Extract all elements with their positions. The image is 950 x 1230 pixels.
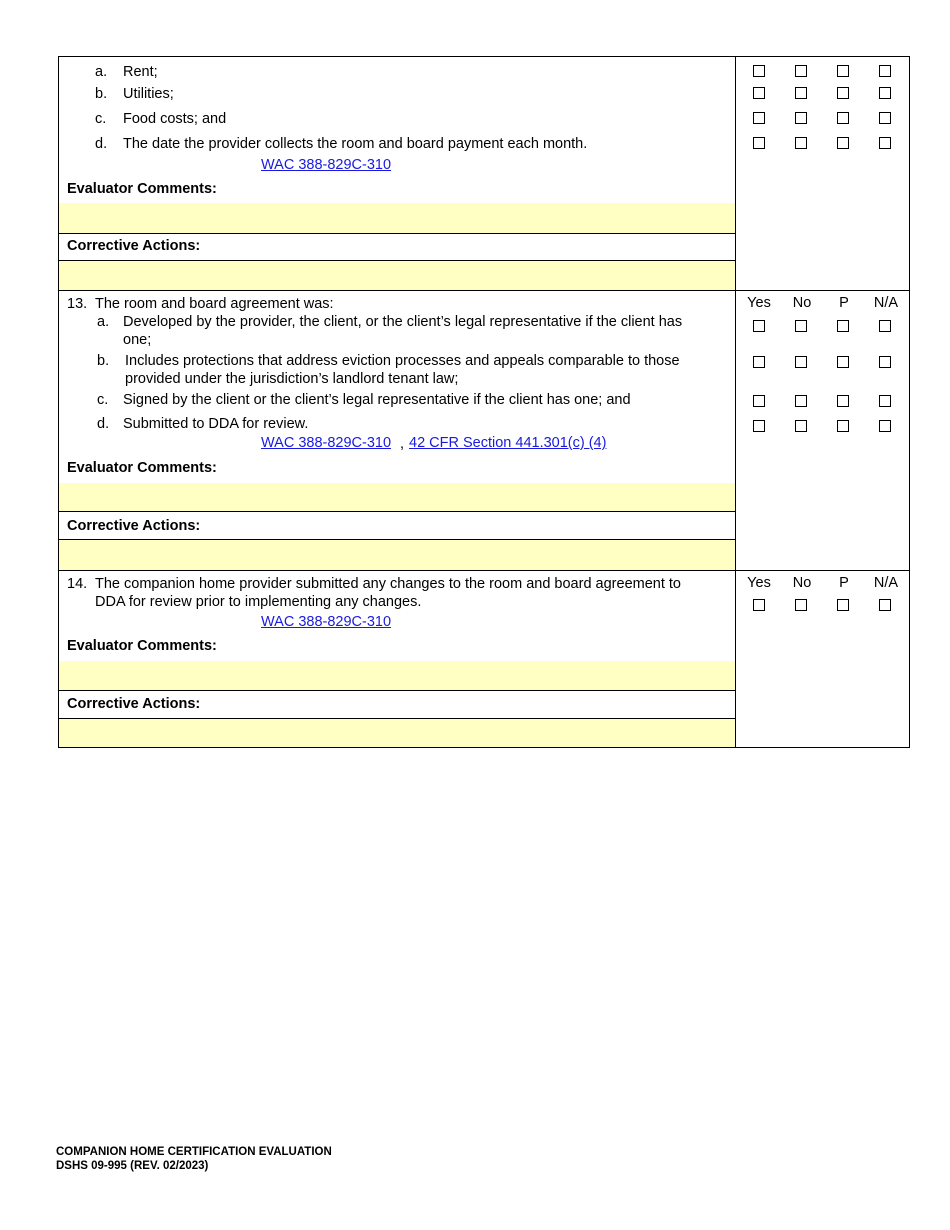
- section-14: [58, 570, 910, 748]
- item-letter: a.: [95, 64, 108, 80]
- corrective-actions-field[interactable]: [59, 540, 735, 570]
- checkbox-partial[interactable]: [837, 65, 849, 77]
- header-no: No: [792, 575, 812, 591]
- item-text: Includes protections that address eviction processes and appeals comparable to those: [125, 353, 680, 369]
- checkbox-no[interactable]: [795, 112, 807, 124]
- question-text: The companion home provider submitted any changes to the room and board agreement to: [95, 576, 681, 592]
- reference-separator: ,: [400, 436, 405, 452]
- item-text-continued: provided under the jurisdiction’s landlord tenant law;: [125, 371, 459, 387]
- wac-reference-link[interactable]: WAC 388-829C-310: [261, 614, 392, 630]
- checkbox-na[interactable]: [879, 65, 891, 77]
- item-letter: c.: [97, 392, 109, 408]
- checkbox-no[interactable]: [795, 599, 807, 611]
- question-text: The room and board agreement was:: [95, 296, 334, 312]
- checkbox-partial[interactable]: [837, 420, 849, 432]
- item-text: Developed by the provider, the client, or the client’s legal representative if the client has: [123, 314, 683, 330]
- header-p: P: [839, 575, 849, 591]
- item-text: The date the provider collects the room and board payment each month.: [123, 136, 588, 152]
- checkbox-na[interactable]: [879, 320, 891, 332]
- corrective-actions-label: Corrective Actions:: [67, 238, 201, 254]
- section-13: [58, 290, 910, 571]
- item-text: Utilities;: [123, 86, 174, 102]
- item-letter: b.: [97, 353, 110, 369]
- checkbox-yes[interactable]: [753, 137, 765, 149]
- evaluator-comments-field[interactable]: [59, 203, 735, 233]
- item-letter: c.: [95, 111, 107, 127]
- checkbox-partial[interactable]: [837, 112, 849, 124]
- checkbox-no[interactable]: [795, 320, 807, 332]
- column-divider: [735, 57, 736, 290]
- wac-reference-link[interactable]: WAC 388-829C-310: [261, 157, 392, 173]
- item-letter: d.: [95, 136, 108, 152]
- checkbox-partial[interactable]: [837, 137, 849, 149]
- column-divider: [735, 571, 736, 747]
- checkbox-na[interactable]: [879, 137, 891, 149]
- question-number: 14.: [67, 576, 88, 592]
- header-yes: Yes: [747, 575, 771, 591]
- form-footer: [56, 1145, 332, 1173]
- checkbox-yes[interactable]: [753, 420, 765, 432]
- checkbox-no[interactable]: [795, 87, 807, 99]
- checkbox-yes[interactable]: [753, 65, 765, 77]
- question-number: 13.: [67, 296, 88, 312]
- checkbox-na[interactable]: [879, 599, 891, 611]
- evaluator-comments-label: Evaluator Comments:: [67, 181, 217, 197]
- question-text-continued: DDA for review prior to implementing any changes.: [95, 594, 422, 610]
- checkbox-partial[interactable]: [837, 356, 849, 368]
- corrective-actions-label: Corrective Actions:: [67, 696, 201, 712]
- corrective-actions-label: Corrective Actions:: [67, 518, 201, 534]
- wac-reference-link[interactable]: WAC 388-829C-310: [261, 435, 392, 451]
- column-divider: [735, 291, 736, 570]
- header-na: N/A: [873, 295, 899, 311]
- item-text: Food costs; and: [123, 111, 227, 127]
- evaluator-comments-field[interactable]: [59, 661, 735, 690]
- item-text: Submitted to DDA for review.: [123, 416, 309, 432]
- evaluator-comments-label: Evaluator Comments:: [67, 460, 217, 476]
- checkbox-partial[interactable]: [837, 599, 849, 611]
- item-letter: d.: [97, 416, 110, 432]
- checkbox-partial[interactable]: [837, 395, 849, 407]
- checkbox-na[interactable]: [879, 87, 891, 99]
- checkbox-yes[interactable]: [753, 599, 765, 611]
- corrective-actions-field[interactable]: [59, 719, 735, 747]
- item-letter: b.: [95, 86, 108, 102]
- item-text: Rent;: [123, 64, 158, 80]
- checkbox-no[interactable]: [795, 420, 807, 432]
- evaluator-comments-label: Evaluator Comments:: [67, 638, 217, 654]
- checkbox-no[interactable]: [795, 395, 807, 407]
- checkbox-na[interactable]: [879, 420, 891, 432]
- header-na: N/A: [873, 575, 899, 591]
- checkbox-yes[interactable]: [753, 395, 765, 407]
- evaluator-comments-field[interactable]: [59, 483, 735, 511]
- checkbox-na[interactable]: [879, 356, 891, 368]
- checkbox-partial[interactable]: [837, 87, 849, 99]
- checkbox-no[interactable]: [795, 137, 807, 149]
- checkbox-yes[interactable]: [753, 112, 765, 124]
- checkbox-no[interactable]: [795, 65, 807, 77]
- checkbox-na[interactable]: [879, 395, 891, 407]
- checkbox-yes[interactable]: [753, 356, 765, 368]
- header-yes: Yes: [747, 295, 771, 311]
- checkbox-na[interactable]: [879, 112, 891, 124]
- item-letter: a.: [97, 314, 110, 330]
- header-p: P: [839, 295, 849, 311]
- cfr-reference-link[interactable]: 42 CFR Section 441.301(c) (4): [409, 435, 607, 451]
- corrective-actions-field[interactable]: [59, 261, 735, 290]
- form-number: DSHS 09-995 (REV. 02/2023): [56, 1160, 209, 1172]
- item-text-continued: one;: [123, 332, 152, 348]
- section-12: [58, 56, 910, 291]
- checkbox-yes[interactable]: [753, 320, 765, 332]
- header-no: No: [792, 295, 812, 311]
- item-text: Signed by the client or the client’s legal representative if the client has one; and: [123, 392, 631, 408]
- checkbox-partial[interactable]: [837, 320, 849, 332]
- checkbox-yes[interactable]: [753, 87, 765, 99]
- checkbox-no[interactable]: [795, 356, 807, 368]
- form-title: COMPANION HOME CERTIFICATION EVALUATION: [56, 1146, 332, 1158]
